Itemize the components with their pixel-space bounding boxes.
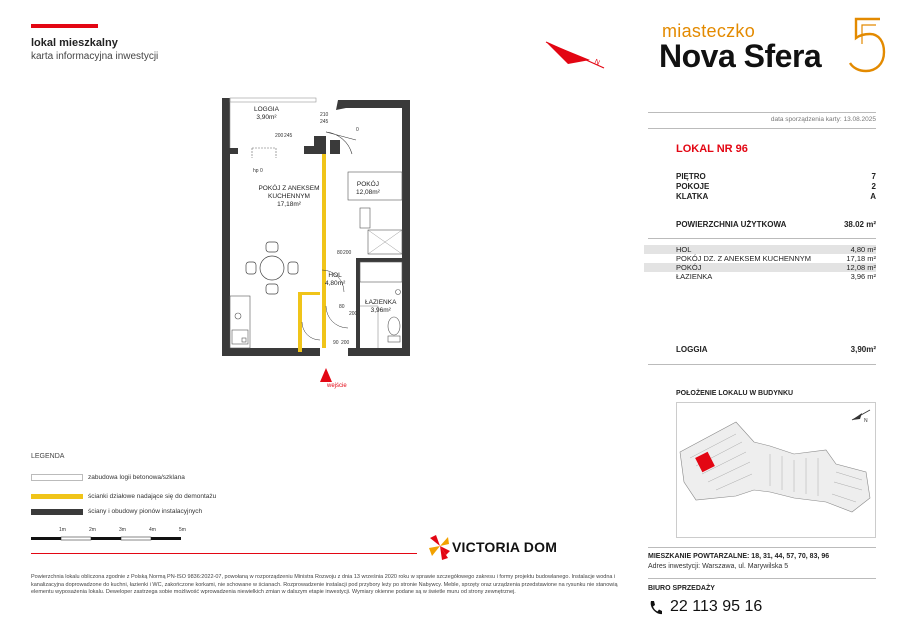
dimension-label: 90 [333,340,339,346]
legend-title: LEGENDA [31,453,65,460]
floor-value: 7 [871,172,876,181]
room-label-hall: HOL [328,272,342,279]
legend-item-walls: ściany i obudowy pionów instalacyjnych [88,508,203,515]
plan-bath-label [365,299,396,315]
divider [648,112,876,113]
dimension-label: 200 [341,340,350,346]
room-area: 3,96 m² [850,272,876,281]
divider [648,364,876,365]
room-area-room: 12,08m² [356,189,380,196]
building-location-title: POŁOŻENIE LOKALU W BUDYNKU [676,390,794,397]
north-arrow-icon [540,38,610,72]
loggia-label: LOGGIA [676,345,708,354]
divider [648,578,876,579]
victoria-dom-text: VICTORIA DOM [452,539,558,555]
room-row [644,245,876,254]
divider [648,238,876,239]
room-area-loggia: 3,90m² [256,114,277,121]
room-row [644,272,876,281]
victoria-dom-star-icon [428,534,450,560]
room-row [644,263,876,272]
room-name: ŁAZIENKA [676,272,713,281]
scale-bar-graphic [31,527,191,543]
dimension-label: 0 [356,127,359,133]
legend-swatch-partition [31,494,83,499]
dimension-label: 200 [349,311,358,317]
loggia-value: 3,90m² [850,345,876,354]
legend-item-partition: ścianki działowe nadające się do demontażu [88,493,217,500]
divider [648,128,876,129]
area-label: POWIERZCHNIA UŻYTKOWA [676,220,787,229]
dimension-label: 80 [339,304,345,310]
svg-text:N: N [593,58,601,67]
plan-living-label [246,185,332,209]
room-name: HOL [676,245,692,254]
room-label-living: POKÓJ Z ANEKSEM KUCHENNYM [258,185,320,200]
phone-icon [648,600,662,616]
room-name: POKÓJ DZ. Z ANEKSEM KUCHENNYM [676,254,812,263]
room-area-bath: 3,96m² [370,307,391,314]
legend-item-loggia: zabudowa logii betonowa/szklana [88,474,185,481]
document-subtitle: karta informacyjna inwestycji [31,51,159,62]
svg-text:N: N [864,418,868,424]
dimension-label: 80 [337,250,343,256]
scale-bar [31,527,191,543]
logo-five-icon [846,16,886,74]
repeated-units: MIESZKANIE POWTARZALNE: 18, 31, 44, 57, 70, 83, 96 [648,553,830,560]
scale-label: 1m [59,527,66,533]
room-row [644,254,876,263]
scale-label: 2m [89,527,96,533]
document-title: lokal mieszkalny [31,37,118,49]
creation-date: data sporządzenia karty: 13.08.2025 [770,116,876,123]
room-area: 4,80 m² [850,245,876,254]
divider [648,547,876,548]
footer-divider [31,553,417,554]
legend-swatch-walls [31,509,83,515]
plan-loggia-label [254,106,279,122]
rooms-label: POKOJE [676,182,710,191]
plan-hall-label [325,272,345,288]
room-label-loggia: LOGGIA [254,106,279,113]
room-area: 17,18 m² [846,254,876,263]
floor-plan [218,96,418,396]
building-location-map [676,402,876,538]
scale-label: 5m [179,527,186,533]
area-value: 38.02 m² [843,220,876,229]
logo-small-text: miasteczko [662,21,756,41]
phone-number[interactable]: 22 113 95 16 [670,598,763,615]
sales-office-title: BIURO SPRZEDAŻY [648,585,715,592]
unit-number: LOKAL NR 96 [676,143,748,155]
stair-label: KLATKA [676,192,709,201]
scale-label: 3m [119,527,126,533]
room-name: POKÓJ [676,263,702,272]
dimension-label: 200 [275,133,284,139]
dimension-label: 245 [320,119,329,125]
room-label-room: POKÓJ [356,181,379,188]
room-label-bath: ŁAZIENKA [365,299,397,306]
room-area-hall: 4,80m² [325,280,346,287]
investment-address: Adres inwestycji: Warszawa, ul. Marywilska 5 [648,563,789,570]
logo-main-text: Nova Sfera [659,38,822,74]
floor-label: PIĘTRO [676,172,706,181]
dimension-label: 200 [343,250,352,256]
entrance-label: wejście [327,383,347,389]
header-accent-bar [31,24,98,28]
room-area-living: 17,18m² [277,201,301,208]
plan-room-label [356,181,380,197]
room-area: 12,08 m² [846,263,876,272]
dimension-label: hp 0 [253,168,263,174]
rooms-value: 2 [871,182,876,191]
legend-swatch-loggia [31,474,83,481]
legal-disclaimer: Powierzchnia lokalu obliczona zgodnie z Polską Normą PN-ISO 9836:2022-07, powołaną w rozporządzeniu Ministra Rozwoju z dnia 13 września 2020 roku w sprawie szczegółowego zakresu i formy projektu budowlanego. Instalacje wodna i kanalizacyjna doprowadzone do kuchni, łazienki i WC, zakończone korkami, nie schowane w ścianach. Rozprowadzenie instalacji pod przybory leży po stronie Nabywcy. Meble, sprzęty oraz urządzenia przedstawione na rysunku nie stanowią elementu wyposażenia lokalu. Deweloper zastrzega sobie możliwość wprowadzenia niewielkich zmian w dalszym etapie inwestycji. Wymiary okienne podane są w świetle muru od strony zewnętrznej. [31,574,618,596]
dimension-label: 245 [284,133,293,139]
stair-value: A [870,192,876,201]
scale-label: 4m [149,527,156,533]
dimension-label: 210 [320,112,329,118]
victoria-dom-logo [428,534,568,560]
